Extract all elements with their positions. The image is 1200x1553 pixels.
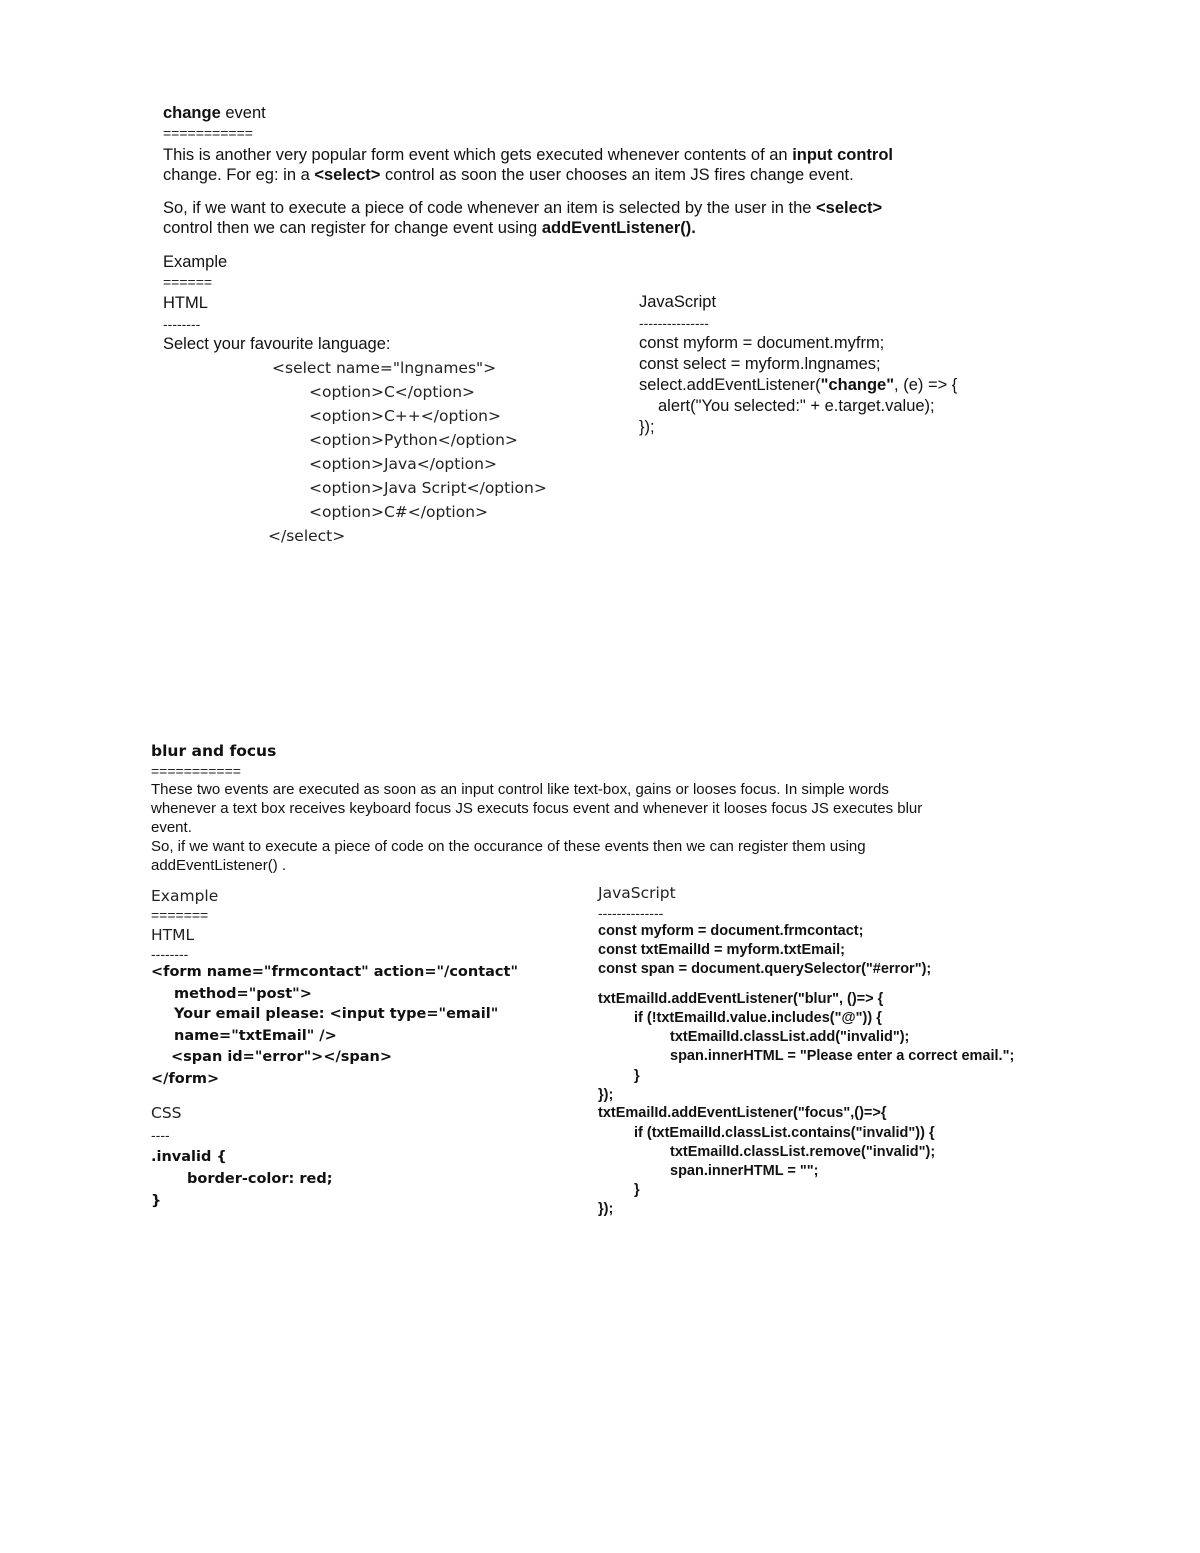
code-line: <option>C++</option> bbox=[309, 407, 501, 425]
js-underline: -------------- bbox=[598, 905, 664, 921]
text-bold: addEventListener(). bbox=[541, 219, 696, 237]
code-line: <span id="error"></span> bbox=[171, 1049, 393, 1065]
code-line: if (!txtEmailId.value.includes("@")) { bbox=[634, 1010, 882, 1026]
code-line: }); bbox=[598, 1201, 614, 1217]
code-line: method="post"> bbox=[174, 986, 312, 1002]
code-line: <option>C</option> bbox=[309, 383, 476, 401]
text-bold: "change" bbox=[820, 376, 895, 394]
paragraph-line: addEventListener() . bbox=[151, 857, 287, 874]
code-line: } bbox=[634, 1182, 640, 1198]
code-line: } bbox=[151, 1193, 162, 1209]
title-underline: =========== bbox=[151, 763, 241, 779]
title-bold: change bbox=[163, 104, 221, 122]
paragraph-line: whenever a text box receives keyboard focus JS executs focus event and whenever it looses focus JS executes blur bbox=[151, 800, 923, 817]
code-line: <option>Java</option> bbox=[309, 455, 497, 473]
css-underline: ---- bbox=[151, 1127, 170, 1143]
js-label: JavaScript bbox=[598, 884, 676, 902]
text: So, if we want to execute a piece of code whenever an item is selected by the user in the bbox=[163, 199, 817, 217]
section-title bbox=[163, 103, 266, 123]
code-line: txtEmailId.classList.add("invalid"); bbox=[670, 1029, 910, 1045]
html-label: HTML bbox=[151, 926, 195, 944]
example-label: Example bbox=[163, 253, 228, 271]
code-line: if (txtEmailId.classList.contains("invalid")) { bbox=[634, 1125, 935, 1141]
code-line bbox=[639, 375, 957, 395]
code-line: .invalid { bbox=[151, 1149, 227, 1165]
paragraph-line bbox=[163, 165, 854, 185]
css-label: CSS bbox=[151, 1104, 182, 1122]
html-label: HTML bbox=[163, 294, 208, 312]
section-title: blur and focus bbox=[151, 742, 277, 760]
title-underline: =========== bbox=[163, 125, 253, 141]
code-line: const txtEmailId = myform.txtEmail; bbox=[598, 942, 845, 958]
code-line: border-color: red; bbox=[187, 1171, 333, 1187]
paragraph-line: So, if we want to execute a piece of code on the occurance of these events then we can register them using bbox=[151, 838, 866, 855]
paragraph-line bbox=[163, 198, 882, 218]
html-underline: -------- bbox=[151, 946, 189, 962]
code-line: const myform = document.myfrm; bbox=[639, 334, 885, 352]
code-line: <option>Python</option> bbox=[309, 431, 518, 449]
code-line: span.innerHTML = "Please enter a correct email."; bbox=[670, 1048, 1015, 1064]
paragraph-line bbox=[163, 218, 696, 238]
text-bold: input control bbox=[792, 146, 894, 164]
code-line: <option>C#</option> bbox=[309, 503, 489, 521]
code-line: }); bbox=[639, 418, 655, 436]
text: , (e) => { bbox=[894, 376, 958, 394]
code-line: <select name="lngnames"> bbox=[272, 359, 497, 377]
select-prompt: Select your favourite language: bbox=[163, 335, 391, 353]
example-underline: ======= bbox=[151, 907, 209, 923]
code-line: Your email please: <input type="email" bbox=[174, 1006, 499, 1022]
text: select.addEventListener( bbox=[639, 376, 821, 394]
code-line: </select> bbox=[268, 527, 346, 545]
code-line: span.innerHTML = ""; bbox=[670, 1163, 819, 1179]
code-line: const myform = document.frmcontact; bbox=[598, 923, 864, 939]
text: This is another very popular form event which gets executed whenever contents of an bbox=[163, 146, 793, 164]
text: control as soon the user chooses an item JS fires change event. bbox=[380, 166, 854, 184]
code-line: const span = document.querySelector("#error"); bbox=[598, 961, 932, 977]
text: control then we can register for change event using bbox=[163, 219, 542, 237]
text-bold: <select> bbox=[314, 166, 381, 184]
html-underline: -------- bbox=[163, 316, 201, 332]
paragraph-line: event. bbox=[151, 819, 192, 836]
code-line: alert("You selected:" + e.target.value); bbox=[658, 397, 935, 415]
code-line: <option>Java Script</option> bbox=[309, 479, 547, 497]
text-bold: <select> bbox=[816, 199, 883, 217]
paragraph-line bbox=[163, 145, 893, 165]
title-rest: event bbox=[220, 104, 266, 122]
code-line: } bbox=[634, 1068, 640, 1084]
js-label: JavaScript bbox=[639, 293, 717, 311]
code-line: name="txtEmail" /> bbox=[174, 1028, 337, 1044]
example-label: Example bbox=[151, 887, 219, 905]
js-underline: --------------- bbox=[639, 315, 709, 331]
code-line: </form> bbox=[151, 1071, 220, 1087]
code-line: txtEmailId.addEventListener("blur", ()=> { bbox=[598, 991, 884, 1007]
code-line: txtEmailId.classList.remove("invalid"); bbox=[670, 1144, 936, 1160]
paragraph-line: These two events are executed as soon as an input control like text-box, gains or looses focus. In simple words bbox=[151, 781, 889, 798]
text: change. For eg: in a bbox=[163, 166, 315, 184]
code-line: }); bbox=[598, 1087, 614, 1103]
code-line: <form name="frmcontact" action="/contact" bbox=[151, 964, 519, 980]
example-underline: ====== bbox=[163, 274, 213, 290]
code-line: txtEmailId.addEventListener("focus",()=>{ bbox=[598, 1105, 887, 1121]
code-line: const select = myform.lngnames; bbox=[639, 355, 881, 373]
